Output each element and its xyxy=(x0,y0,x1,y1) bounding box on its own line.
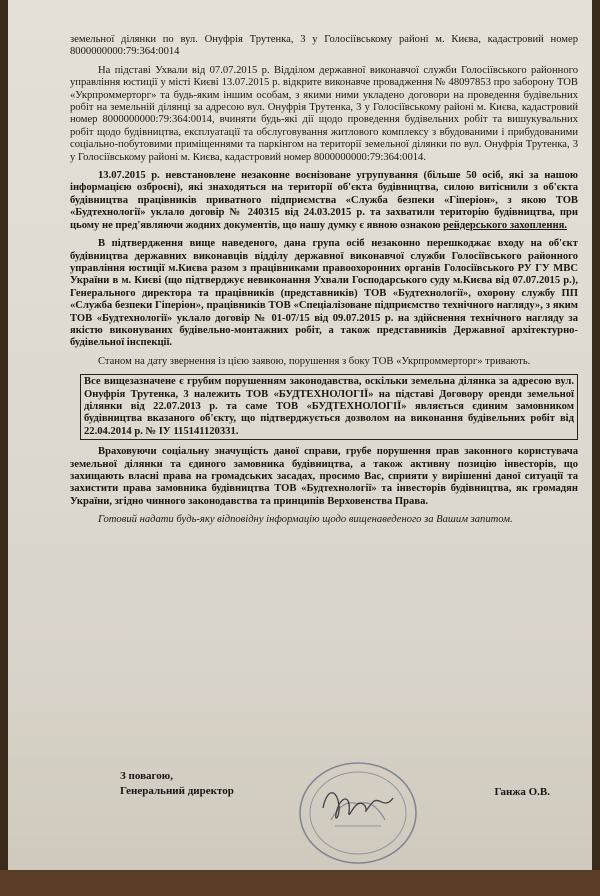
paragraph-court-ruling: На підставі Ухвали від 07.07.2015 р. Відділом державної виконавчої служби Голосіївського районного управління юстиції у місті Києві 13.07.2015 р. відкрите виконавче провадження № 48097853 про заборону ТОВ «Укрпроммерторг» та будь-яким іншим особам, з якими ними укладено договори на проведення будівельних робіт на земельній ділянці за адресою вул. Онуфрія Трутенка, 3 у Голосіївському районі м. Києва, кадастровий номер 8000000000:79:364:0014, вчиняти будь-які дії щодо проведення будівельних робіт та вишукувальних робіт щодо будівництва, експлуатації та обслуговування житлового комплексу з вбудованими і прибудованими соціально-побутовими приміщеннями та паркінгом на території земельної ділянки по вул. Онуфрія Трутенка, 3 у Голосіївському районі м. Києва, кадастровий номер 8000000000:79:364:0014. xyxy=(70,64,578,163)
raider-seizure-phrase: рейдерського захоплення. xyxy=(443,219,567,231)
paragraph-obstruction: В підтвердження вище наведеного, дана група осіб незаконно перешкоджає входу на об'єкт будівництва державних виконавців відділу державної виконавчої служби Голосіївського районного управління юстиції м.Києва разом з працівниками правоохоронних органів Голосіївського РУ ГУ МВС України в м. Києві (що підтверджує невиконання Ухвали Господарського суду м.Києва від 07.07.2015 р.), Генерального директора та працівників (представників) ТОВ «Будтехнології», охорону службу ПП «Служба безпеки Гіперіон», працівників ТОВ «Спеціалізоване підприємство технічного нагляду», з яким ТОВ «Будтехнології» уклало договір № 01-07/15 від 09.07.2015 р. на здійснення технічного нагляду за якістю виконуваних будівельно-монтажних робіт, а також представників Державної архітектурно-будівельної інспекції. xyxy=(70,238,578,349)
signature-role: Генеральний директор xyxy=(120,785,234,797)
signature-block xyxy=(120,770,580,840)
document-page xyxy=(8,0,592,880)
paragraph-land-plot: земельної ділянки по вул. Онуфрія Трутенка, 3 у Голосіївському районі м. Києва, кадастровий номер 8000000000:79:364:0014 xyxy=(70,34,578,58)
seizure-text: невстановлене незаконне воєнізоване угрупування (більше 50 осіб, які за нашою інформацією озброєні), які знаходяться на території об'єкта будівництва, силою витіснили з об'єкта будівництва працівників приватного підприємства «Служба безпеки «Гіперіон», з якою ТОВ «Будтехнології» уклало договір № 240315 від 24.03.2015 р. та захватили територію будівництва, при цьому не пред'являючи жодних документів, що нашу думку є явною ознакою xyxy=(70,170,578,231)
table-surface xyxy=(0,870,600,896)
paragraph-ongoing-violations: Станом на дату звернення із цією заявою, порушення з боку ТОВ «Укрпроммерторг» тривають. xyxy=(98,355,531,367)
paragraph-closing: Готовий надати будь-яку відповідну інформацію щодо вищенаведеного за Вашим запитом. xyxy=(98,514,513,526)
signature-greeting: З повагою, xyxy=(120,770,173,782)
seizure-date: 13.07.2015 р. xyxy=(98,170,160,182)
letter-body xyxy=(70,34,578,533)
paragraph-seizure xyxy=(70,170,578,232)
paragraph-legal-basis: Все вищезазначене є грубим порушенням законодавства, оскільки земельна ділянка за адресою вул. Онуфрія Трутенка, 3 належить ТОВ «БУДТЕХНОЛОГІЇ» на підставі Договору оренди земельної ділянки від 22.07.2013 р. та саме ТОВ «БУДТЕХНОЛОГІЇ» являється єдиним замовником будівництва вказаного об'єкту, що підтверджується дозволом на виконання будівельних робіт від 22.04.2014 р. № ІУ 115141120331. xyxy=(80,374,578,440)
signature-name: Ганжа О.В. xyxy=(494,786,550,798)
paragraph-request: Враховуючи соціальну значущість даної справи, грубе порушення прав законного користувача земельної ділянки та єдиного замовника будівництва, а також активну позицію інвесторів, що захищають власні права на громадських засадах, просимо Вас, сприяти у вирішенні даної ситуації та захистити права замовника будівництва ТОВ «Будтехнології» та інвесторів будівництва, як громадян України, згідно чинного законодавства та принципів Верховенства Права. xyxy=(70,446,578,507)
